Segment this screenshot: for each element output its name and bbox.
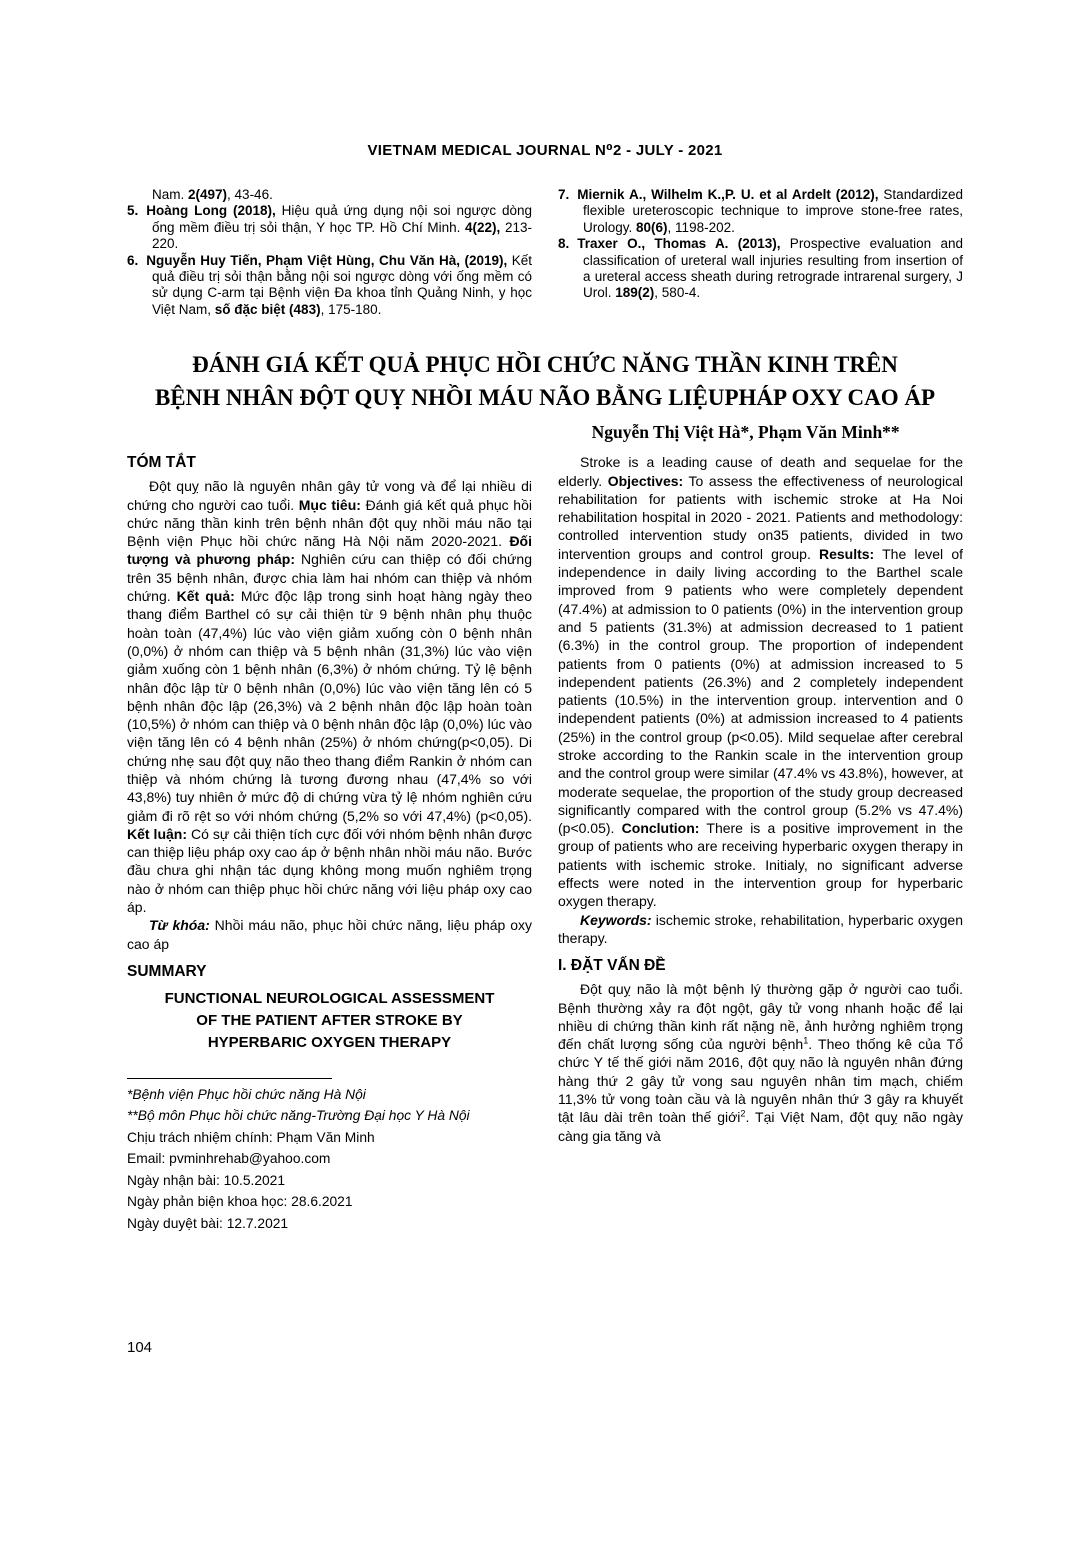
reference-continuation-text: Nam. 2(497), 43-46. [152,187,273,202]
abstract-vi-paragraph [127,477,532,916]
introduction-paragraph [558,980,963,1145]
abstract-en-paragraph [558,453,963,910]
reference-number: 8. [558,236,570,252]
keywords-en-paragraph [558,911,963,948]
references-section [127,187,963,318]
references-right-column [558,187,963,318]
article-authors: Nguyễn Thị Việt Hà*, Phạm Văn Minh** [591,422,900,443]
reference-number: 5. [127,203,139,219]
summary-heading: SUMMARY [127,962,207,980]
reference-continuation [127,187,532,203]
article-title-line-1: ĐÁNH GIÁ KẾT QUẢ PHỤC HỒI CHỨC NĂNG THẦN KINH TRÊN [192,352,898,378]
reference-text: Traxer O., Thomas A. (2013), Prospective evaluation and classification of ureteral wall injuries resulting from insertion of a ureteral access sheath during retrograde intrarenal surgery, J Urol. 189(2), 580-4. [577,236,963,301]
reference-text: Miernik A., Wilhelm K.,P. U. et al Ardelt (2012), Standardized flexible ureteroscopic technique to improve stone-free rates, Urology. 80(6), 1198-202. [577,187,963,235]
keywords-vi-paragraph [127,916,532,953]
keywords-vi-text: Từ khóa: Nhồi máu não, phục hồi chức năng, liệu pháp oxy cao áp [127,917,532,952]
reference-item-6 [127,253,532,319]
introduction-heading: I. ĐẶT VẤN ĐỀ [558,957,666,975]
received-date-line: Ngày nhận bài: 10.5.2021 [127,1172,286,1188]
reference-number: 6. [127,252,139,268]
reference-item-5 [127,203,532,252]
right-column [558,453,963,1234]
summary-title-line-2: OF THE PATIENT AFTER STROKE BY [196,1011,463,1029]
review-date-line: Ngày phản biện khoa học: 28.6.2021 [127,1194,353,1210]
corresponding-author-line: Chịu trách nhiệm chính: Phạm Văn Minh [127,1129,375,1145]
article-body [127,453,963,1234]
abstract-vi-text: Đột quỵ não là nguyên nhân gây tử vong và để lại nhiều di chứng cho người cao tuổi. Mục tiêu: Đánh giá kết quả phục hồi chức năng thần kinh trên bệnh nhân đột quỵ nhồi máu não tại Bệnh viện Phục hồi chức năng Hà Nội năm 2020-2021. Đối tượng và phương pháp: Nghiên cứu can thiệp có đối chứng trên 35 bệnh nhân, được chia làm hai nhóm can thiệp và nhóm chứng. Kết quả: Mức độc lập trong sinh hoạt hàng ngày theo thang điểm Barthel có sự cải thiện từ 9 bệnh nhân phụ thuộc hoàn toàn (47,4%) lúc vào viện giảm xuống còn 0 bệnh nhân (0,0%) ở nhóm can thiệp và 5 bệnh nhân (31,3%) lúc vào viện giảm xuống còn 1 bệnh nhân (6,3%) ở nhóm chứng. Tỷ lệ bệnh nhân độc lập từ 0 bệnh nhân (0,0%) lúc vào viện tăng lên có 5 bệnh nhân độc lập (26,3%) và 2 bệnh nhân độc lập hoàn toàn (10,5%) ở nhóm can thiệp và 0 bệnh nhân độc lập (0,0%) lúc vào viện tăng lên có 4 bệnh nhân (25%) ở nhóm chứng(p<0,05). Di chứng nhẹ sau đột quỵ não theo thang điểm Rankin ở nhóm can thiệp và nhóm chứng là tương đương nhau (47,4% so với 43,8%) tuy nhiên ở mức độ di chứng vừa tỷ lệ nhóm nghiên cứu giảm đi rõ rệt so với nhóm chứng (5,2% so với 47,4%) (p<0,05). Kết luận: Có sự cải thiện tích cực đối với nhóm bệnh nhân được can thiệp liệu pháp oxy cao áp ở bệnh nhân nhồi máu não. Bước đầu chưa ghi nhận tác dụng không mong muốn nghiêm trọng nào ở nhóm can thiệp phục hồi chức năng với liệu pháp oxy cao áp. [127,478,533,916]
affiliation-2: **Bộ môn Phục hồi chức năng-Trường Đại học Y Hà Nội [127,1108,470,1124]
footnotes-block [127,1078,532,1235]
references-left-column [127,187,532,318]
keywords-en-text: Keywords: ischemic stroke, rehabilitation, hyperbaric oxygen therapy. [558,911,963,946]
article-title-line-2: BỆNH NHÂN ĐỘT QUỴ NHỒI MÁU NÃO BẰNG LIỆUPHÁP OXY CAO ÁP [154,385,936,411]
abstract-vi-heading: TÓM TẮT [127,454,196,472]
introduction-text: Đột quỵ não là một bệnh lý thường gặp ở người cao tuổi. Bệnh thường xảy ra đột ngột, gây tử vong nhanh hoặc để lại nhiều di chứng thần kinh rất nặng nề, ảnh hưởng nghiêm trọng đến chất lượng sống của người bệnh$^1$. Theo thống kê của Tổ chức Y tế thế giới năm 2016, đột quỵ não là nguyên nhân đứng hàng thứ 2 gây tử vong sau nguyên nhân tim mạch, chiếm 11,3% tử vong toàn cầu và là nguyên nhân thứ 3 gây ra khuyết tật lâu dài trên toàn thế giới$^2$. Tại Việt Nam, đột quỵ não ngày càng gia tăng và [558,981,963,1144]
reference-text: Hoàng Long (2018), Hiệu quả ứng dụng nội soi ngược dòng ống mềm điều trị sỏi thận, Y học TP. Hồ Chí Minh. 4(22), 213-220. [146,203,532,252]
affiliation-1: *Bệnh viện Phục hồi chức năng Hà Nội [127,1086,366,1102]
summary-title-line-1: FUNCTIONAL NEUROLOGICAL ASSESSMENT [164,989,495,1007]
reference-item-8 [558,236,963,302]
reference-text: Nguyễn Huy Tiến, Phạm Việt Hùng, Chu Văn Hà, (2019), Kết quả điều trị sỏi thận bằng nội soi ngược dòng với ống mềm có sử dụng C-arm tại Bệnh viện Đa khoa tỉnh Quảng Ninh, y học Việt Nam, số đặc biệt (483), 175-180. [146,252,533,317]
footnote-divider [127,1078,332,1079]
reference-number: 7. [558,187,570,202]
journal-header: VIETNAM MEDICAL JOURNAL N⁰2 - JULY - 2021 [367,142,723,159]
summary-title [127,988,532,1054]
article-title [127,348,963,414]
left-column [127,453,532,1234]
abstract-en-text: Stroke is a leading cause of death and sequelae for the elderly. Objectives: To assess the effectiveness of neurological rehabilitation for patients with ischemic stroke at Ha Noi rehabilitation hospital in 2020 - 2021. Patients and methodology: controlled intervention study on35 patients, divided in two intervention groups and control group. Results: The level of independence in daily living according to the Barthel scale improved from 9 patients who were completely dependent (47.4%) at admission to 0 patients (0%) in the intervention group and 5 patients (31.3%) at admission decreased to 1 patient (6.3%) in the control group. The proportion of independent patients from 0 patients (0%) at admission increased to 5 independent patients (26.3%) and 2 completely independent patients (10.5%) in the intervention group. intervention and 0 independent patients (0%) at admission increased to 4 patients (25%) in the control group (p<0.05). Mild sequelae after cerebral stroke according to the Rankin scale in the intervention group and the control group were similar (47.4% vs 43.8%), however, at moderate sequelae, the proportion of the study group decreased significantly compared with the control group (5.2% vs 47.4%) (p<0.05). Conclution: There is a positive improvement in the group of patients who are receiving hyperbaric oxygen therapy in patients with ischemic stroke. Initialy, no significant adverse effects were noted in the intervention group for hyperbaric oxygen therapy. [558,454,963,910]
page-number: 104 [127,1339,153,1356]
accepted-date-line: Ngày duyệt bài: 12.7.2021 [127,1215,289,1231]
summary-title-line-3: HYPERBARIC OXYGEN THERAPY [207,1033,452,1051]
email-line: Email: pvminhrehab@yahoo.com [127,1151,331,1167]
reference-item-7 [558,187,963,236]
